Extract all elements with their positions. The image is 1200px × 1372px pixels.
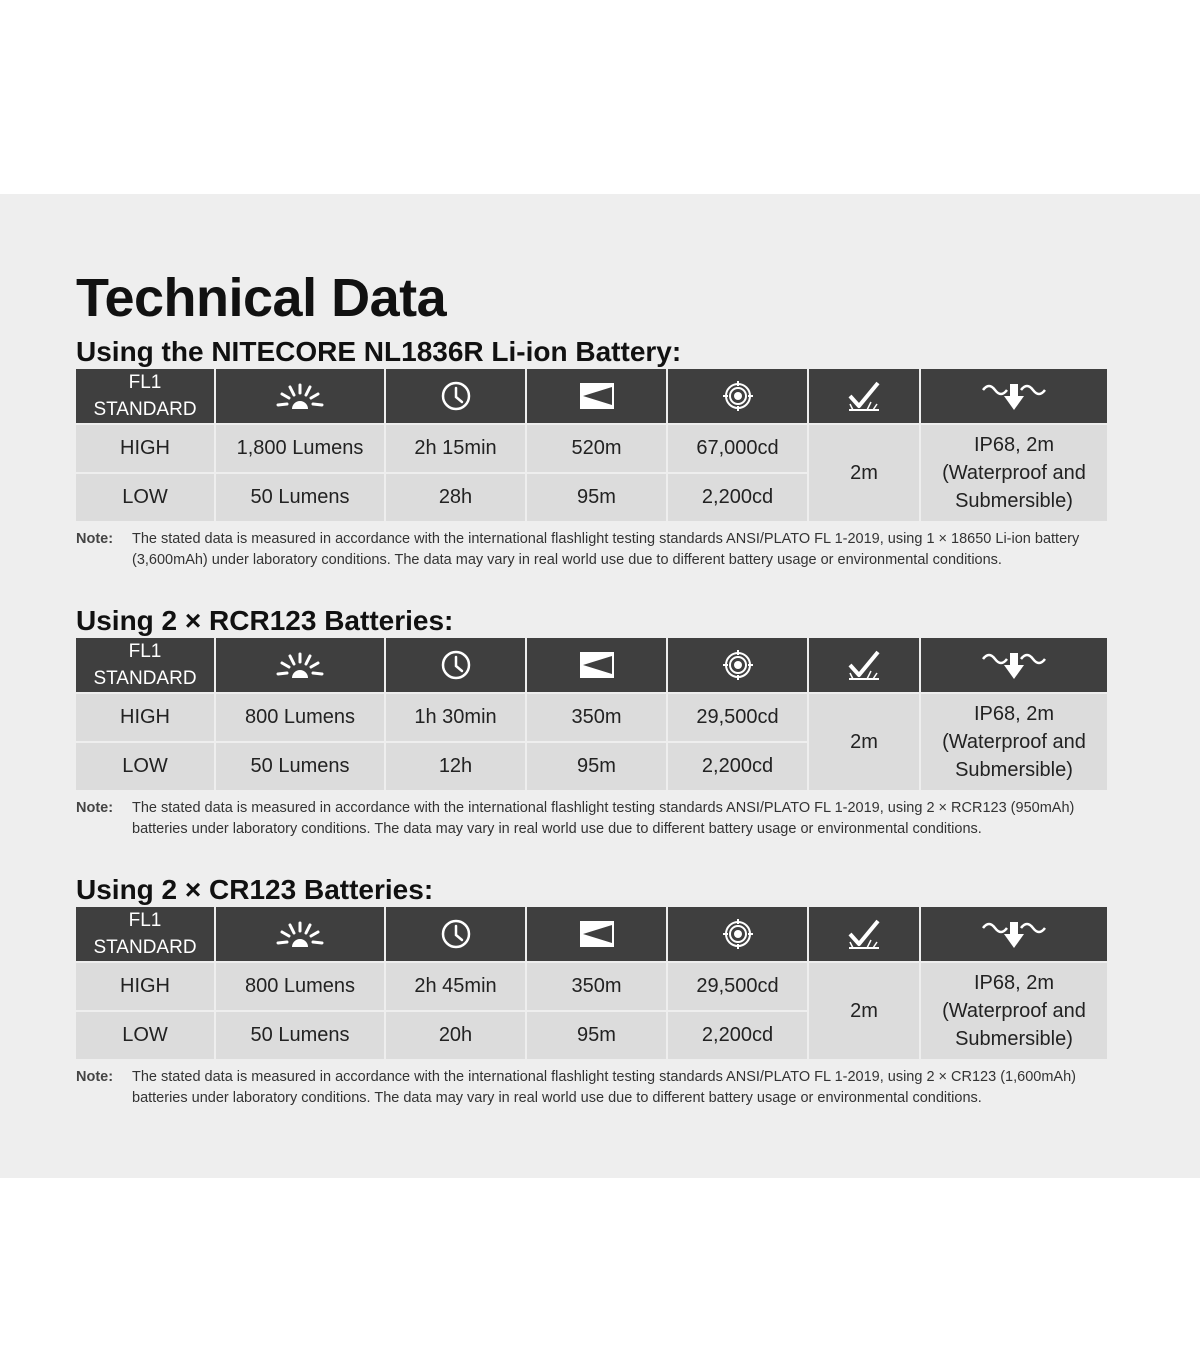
waterproof-icon: [920, 638, 1107, 693]
waterproof-cell: [920, 693, 1107, 790]
waterproof-line: IP68, 2m: [973, 434, 1055, 456]
impact-resistance-icon: [808, 369, 920, 424]
clock-icon: [385, 369, 526, 424]
note-label: Note:: [76, 1069, 114, 1085]
mode-cell: LOW: [76, 742, 215, 790]
waterproof-line: (Waterproof and: [942, 1000, 1086, 1022]
peak-intensity-icon: [667, 907, 808, 962]
waterproof-line: (Waterproof and: [942, 462, 1086, 484]
waterproof-cell: [920, 424, 1107, 521]
header-row: [76, 369, 1107, 424]
fl1-standard-header: [76, 369, 215, 424]
spec-table: [76, 907, 1107, 1059]
mode-cell: LOW: [76, 1011, 215, 1059]
mode-cell: LOW: [76, 473, 215, 521]
output-cell: 1,800 Lumens: [215, 424, 385, 473]
section-rcr123: [76, 604, 1107, 839]
standard-label: STANDARD: [93, 937, 197, 958]
note: [76, 1067, 1107, 1108]
distance-cell: 95m: [526, 742, 667, 790]
section-heading: Using 2 × CR123 Batteries:: [76, 874, 434, 905]
intensity-cell: 67,000cd: [667, 424, 808, 473]
table-row: [76, 693, 1107, 742]
waterproof-icon: [920, 369, 1107, 424]
waterproof-line: IP68, 2m: [973, 972, 1055, 994]
waterproof-line: Submersible): [955, 759, 1073, 781]
distance-cell: 95m: [526, 473, 667, 521]
table-row: [76, 424, 1107, 473]
impact-resistance-icon: [808, 638, 920, 693]
distance-cell: 350m: [526, 693, 667, 742]
note-label: Note:: [76, 531, 114, 547]
brightness-icon: [215, 369, 385, 424]
note-label: Note:: [76, 800, 114, 816]
brightness-icon: [215, 638, 385, 693]
distance-cell: 520m: [526, 424, 667, 473]
spec-table: [76, 369, 1107, 521]
fl1-label: FL1: [128, 372, 162, 393]
note-text: The stated data is measured in accordance with the international flashlight testing standards ANSI/PLATO FL 1-2019, using 2 × RCR123 (950mAh) batteries under laboratory conditions. The data may vary in real world use due to different battery usage or environmental conditions.: [132, 800, 1075, 837]
standard-label: STANDARD: [93, 668, 197, 689]
output-cell: 800 Lumens: [215, 693, 385, 742]
impact-resistance-icon: [808, 907, 920, 962]
distance-cell: 95m: [526, 1011, 667, 1059]
note: [76, 529, 1107, 570]
note-text: The stated data is measured in accordance with the international flashlight testing standards ANSI/PLATO FL 1-2019, using 1 × 18650 Li-ion battery (3,600mAh) under laboratory conditions. The data may vary in real world use due to different battery usage or environmental conditions.: [132, 531, 1080, 568]
impact-cell: 2m: [808, 424, 920, 521]
mode-cell: HIGH: [76, 424, 215, 473]
beam-distance-icon: [526, 638, 667, 693]
distance-cell: 350m: [526, 962, 667, 1011]
table-row: [76, 962, 1107, 1011]
peak-intensity-icon: [667, 638, 808, 693]
brightness-icon: [215, 907, 385, 962]
runtime-cell: 20h: [385, 1011, 526, 1059]
waterproof-line: Submersible): [955, 1028, 1073, 1050]
fl1-standard-header: [76, 638, 215, 693]
waterproof-icon: [920, 907, 1107, 962]
runtime-cell: 2h 15min: [385, 424, 526, 473]
intensity-cell: 29,500cd: [667, 693, 808, 742]
intensity-cell: 29,500cd: [667, 962, 808, 1011]
standard-label: STANDARD: [93, 399, 197, 420]
fl1-label: FL1: [128, 910, 162, 931]
output-cell: 800 Lumens: [215, 962, 385, 1011]
header-row: [76, 638, 1107, 693]
note: [76, 798, 1107, 839]
intensity-cell: 2,200cd: [667, 1011, 808, 1059]
section-heading: Using 2 × RCR123 Batteries:: [76, 605, 454, 636]
spec-table: [76, 638, 1107, 790]
section-nl1836r: [76, 335, 1107, 570]
beam-distance-icon: [526, 369, 667, 424]
section-cr123: [76, 873, 1107, 1108]
waterproof-line: IP68, 2m: [973, 703, 1055, 725]
section-heading: Using the NITECORE NL1836R Li-ion Battery:: [76, 336, 682, 367]
output-cell: 50 Lumens: [215, 473, 385, 521]
runtime-cell: 28h: [385, 473, 526, 521]
output-cell: 50 Lumens: [215, 1011, 385, 1059]
waterproof-line: (Waterproof and: [942, 731, 1086, 753]
waterproof-line: Submersible): [955, 490, 1073, 512]
peak-intensity-icon: [667, 369, 808, 424]
fl1-label: FL1: [128, 641, 162, 662]
impact-cell: 2m: [808, 693, 920, 790]
beam-distance-icon: [526, 907, 667, 962]
intensity-cell: 2,200cd: [667, 473, 808, 521]
output-cell: 50 Lumens: [215, 742, 385, 790]
intensity-cell: 2,200cd: [667, 742, 808, 790]
note-text: The stated data is measured in accordance with the international flashlight testing standards ANSI/PLATO FL 1-2019, using 2 × CR123 (1,600mAh) batteries under laboratory conditions. The data may vary in real world use due to different battery usage or environmental conditions.: [132, 1069, 1076, 1106]
clock-icon: [385, 907, 526, 962]
runtime-cell: 1h 30min: [385, 693, 526, 742]
clock-icon: [385, 638, 526, 693]
fl1-standard-header: [76, 907, 215, 962]
page-title: Technical Data: [76, 268, 447, 328]
header-row: [76, 907, 1107, 962]
impact-cell: 2m: [808, 962, 920, 1059]
runtime-cell: 12h: [385, 742, 526, 790]
mode-cell: HIGH: [76, 962, 215, 1011]
waterproof-cell: [920, 962, 1107, 1059]
mode-cell: HIGH: [76, 693, 215, 742]
runtime-cell: 2h 45min: [385, 962, 526, 1011]
